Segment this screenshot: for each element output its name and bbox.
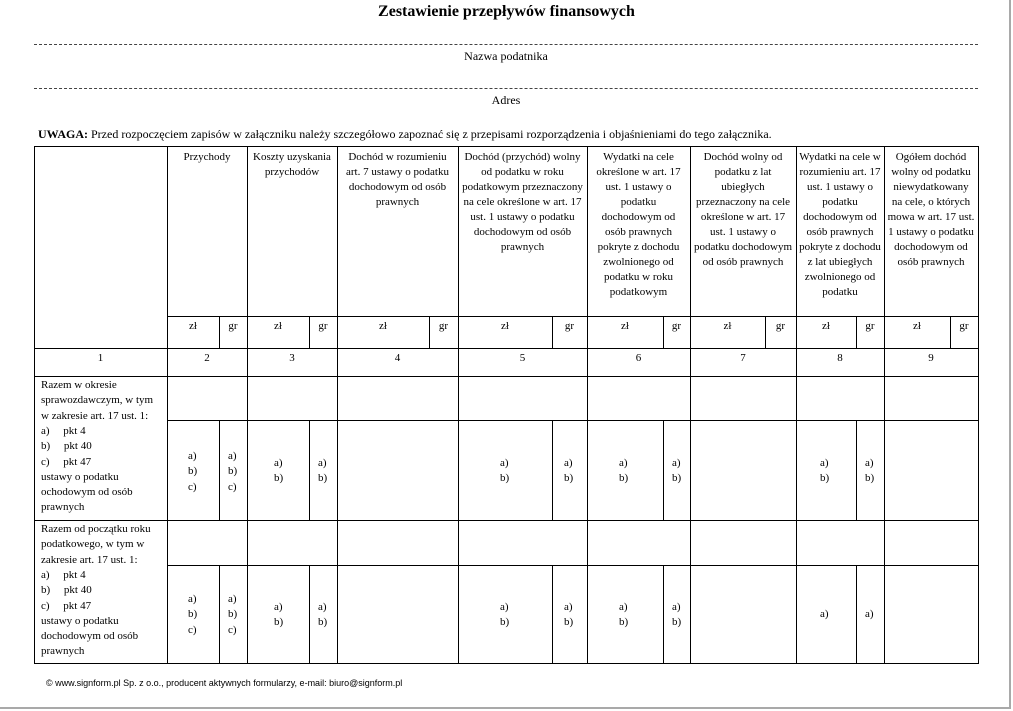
column-number-6: 6 — [635, 352, 642, 364]
column-header-7: Dochód wolny od podatku z lat ubiegłych przeznaczony na cele określone w art. 17 ust. 1 ustawy o podatku dochodowym od osób prawnych — [693, 151, 793, 268]
marker-koszty-gr: a) — [318, 601, 327, 613]
marker-przychody-zl: a) — [188, 450, 197, 462]
taxpayer-name-label: Nazwa podatnika — [464, 49, 548, 63]
column-header-4: Dochód w rozumieniu art. 7 ustawy o podatku dochodowym od osób prawnych — [346, 151, 449, 208]
amount-subcol-separator — [219, 420, 220, 521]
row-label-line: b) pkt 40 — [41, 440, 92, 453]
column-header-5: Dochód (przychód) wolny od podatku w roku podatkowym przeznaczony na cele określone w art. 17 ust. 1 ustawy o podatku dochodowym od osób prawnych — [462, 151, 583, 253]
row-label-line: prawnych — [41, 501, 85, 514]
marker-col8-gr: b) — [865, 472, 875, 485]
marker-col8-gr: a) — [865, 608, 874, 620]
marker-col5-zl: b) — [500, 616, 510, 629]
marker-przychody-gr: b) — [228, 608, 238, 621]
marker-col6-gr: b) — [672, 472, 682, 485]
marker-koszty-zl: b) — [274, 616, 284, 629]
marker-przychody-zl: b) — [188, 608, 198, 621]
column-separator — [167, 146, 168, 664]
marker-koszty-gr: b) — [318, 472, 328, 485]
notice-text: Przed rozpoczęciem zapisów w załączniku należy szczegółowo zapoznać się z przepisami rozporządzenia i objaśnieniami do tego załącznika. — [88, 127, 772, 141]
column-number-8: 8 — [837, 352, 843, 364]
marker-col5-gr: a) — [564, 601, 573, 613]
row-label-line: Razem od początku roku — [41, 523, 151, 535]
marker-koszty-zl: a) — [274, 601, 283, 613]
unit-gr: gr — [318, 320, 328, 332]
column-separator — [247, 146, 248, 664]
row-label-line: ochodowym od osób — [41, 486, 133, 499]
column-separator — [796, 146, 797, 664]
table-left-border — [34, 146, 35, 664]
address-label: Adres — [491, 93, 521, 107]
marker-col5-zl: a) — [500, 601, 509, 613]
unit-gr: gr — [564, 320, 575, 332]
unit-gr: gr — [228, 320, 238, 332]
row-label-line: a) pkt 4 — [41, 424, 86, 437]
marker-col5-zl: a) — [500, 457, 509, 469]
unit-zl: zł — [379, 320, 387, 332]
column-separator — [884, 146, 885, 664]
row-label-line: ustawy o podatku — [41, 470, 119, 483]
unit-zl: zł — [274, 320, 282, 332]
amount-subcol-separator — [856, 565, 857, 664]
page-title: Zestawienie przepływów finansowych — [378, 3, 635, 20]
row-label-line: c) pkt 47 — [41, 599, 92, 612]
row-label-line: Razem w okresie — [41, 379, 117, 391]
column-header-8: Wydatki na cele w rozumieniu art. 17 ust. 1 ustawy o podatku dochodowym od osób prawnych pokryte z dochodu z lat ubiegłych zwolnionego od podatku — [799, 151, 881, 298]
table-bottom-border — [34, 663, 979, 664]
marker-col6-zl: a) — [619, 601, 628, 613]
marker-col5-zl: b) — [500, 472, 510, 485]
marker-col5-gr: b) — [564, 616, 574, 629]
notice-label: UWAGA: — [38, 127, 88, 141]
unit-gr: gr — [671, 320, 682, 332]
row-label-line: w zakresie art. 17 ust. 1: — [41, 409, 149, 422]
marker-col6-gr: a) — [672, 457, 681, 469]
marker-col6-gr: b) — [672, 616, 682, 629]
row2-split — [167, 565, 979, 566]
marker-koszty-zl: a) — [274, 457, 283, 469]
marker-przychody-zl: c) — [188, 480, 197, 493]
column-number-9: 9 — [928, 352, 934, 364]
cash-flow-table — [34, 146, 978, 665]
amount-subcol-separator — [663, 420, 664, 521]
marker-przychody-gr: a) — [228, 593, 237, 605]
marker-przychody-gr: c) — [228, 480, 237, 493]
header-divider — [167, 316, 979, 317]
unit-zl: zł — [501, 320, 509, 332]
column-header-3: Koszty uzyskania przychodów — [253, 151, 331, 178]
amount-subcol-separator — [309, 565, 310, 664]
row-label-line: sprawozdawczym, w tym — [41, 394, 154, 407]
unit-gr: gr — [438, 320, 449, 332]
marker-przychody-zl: a) — [188, 593, 197, 605]
column-separator — [458, 146, 459, 664]
amount-subcol-separator — [856, 420, 857, 521]
column-separator — [337, 146, 338, 664]
column-number-1: 1 — [97, 352, 104, 364]
row-label-line: zakresie art. 17 ust. 1: — [41, 553, 138, 566]
column-number-3: 3 — [289, 352, 295, 364]
column-number-5: 5 — [519, 352, 526, 364]
marker-col8-zl: a) — [820, 608, 829, 620]
address-line — [34, 88, 978, 89]
row-label-line: podatkowego, w tym w — [41, 538, 145, 551]
unit-gr: gr — [865, 320, 875, 332]
unit-zl: zł — [621, 320, 629, 332]
row1-bottom — [34, 520, 979, 521]
unit-zl: zł — [189, 320, 197, 332]
marker-koszty-gr: a) — [318, 457, 327, 469]
marker-col5-gr: a) — [564, 457, 573, 469]
marker-przychody-zl: b) — [188, 465, 198, 478]
unit-row-divider — [34, 348, 979, 349]
unit-zl: zł — [822, 320, 830, 332]
column-header-6: Wydatki na cele określone w art. 17 ust. 1 ustawy o podatku dochodowym od osób prawnych pokryte z dochodu zwolnionego od podatku w roku podatkowym — [596, 151, 681, 298]
number-row-divider — [34, 376, 979, 377]
marker-col8-zl: b) — [820, 472, 830, 485]
marker-col6-zl: b) — [619, 616, 629, 629]
marker-col6-zl: a) — [619, 457, 628, 469]
marker-col8-gr: a) — [865, 457, 874, 469]
column-number-4: 4 — [394, 352, 401, 364]
marker-przychody-zl: c) — [188, 623, 197, 636]
row-label-line: prawnych — [41, 645, 85, 658]
amount-subcol-separator — [219, 565, 220, 664]
marker-koszty-zl: b) — [274, 472, 284, 485]
table-top-border — [34, 146, 979, 147]
notice — [38, 127, 988, 142]
column-separator — [587, 146, 588, 664]
marker-przychody-gr: c) — [228, 623, 237, 636]
row1-split — [167, 420, 979, 421]
marker-col6-gr: a) — [672, 601, 681, 613]
marker-col5-gr: b) — [564, 472, 574, 485]
row-label-line: a) pkt 4 — [41, 568, 86, 581]
table-right-border — [978, 146, 979, 664]
amount-subcol-separator — [552, 420, 553, 521]
column-header-9: Ogółem dochód wolny od podatku niewydatkowany na cele, o których mowa w art. 17 ust. 1 ustawy o podatku dochodowym od osób prawnych — [887, 151, 975, 268]
unit-zl: zł — [913, 320, 921, 332]
column-number-7: 7 — [740, 352, 746, 364]
marker-przychody-gr: b) — [228, 465, 238, 478]
marker-przychody-gr: a) — [228, 450, 237, 462]
row-label-line: b) pkt 40 — [41, 584, 92, 597]
amount-subcol-separator — [552, 565, 553, 664]
taxpayer-name-line — [34, 44, 978, 45]
marker-koszty-gr: b) — [318, 616, 328, 629]
amount-subcol-separator — [663, 565, 664, 664]
unit-zl: zł — [723, 320, 732, 332]
row-label-line: ustawy o podatku — [41, 614, 119, 627]
unit-gr: gr — [959, 320, 969, 332]
marker-col8-zl: a) — [820, 457, 829, 469]
amount-subcol-separator — [309, 420, 310, 521]
footer: © www.signform.pl Sp. z o.o., producent aktywnych formularzy, e-mail: biuro@signform.pl — [46, 678, 403, 688]
row-label-line: dochodowym od osób — [41, 630, 139, 643]
column-header-2: Przychody — [183, 151, 231, 163]
column-number-2: 2 — [204, 352, 210, 364]
row-label-line: c) pkt 47 — [41, 455, 92, 468]
unit-gr: gr — [775, 320, 786, 332]
column-separator — [690, 146, 691, 664]
marker-col6-zl: b) — [619, 472, 629, 485]
